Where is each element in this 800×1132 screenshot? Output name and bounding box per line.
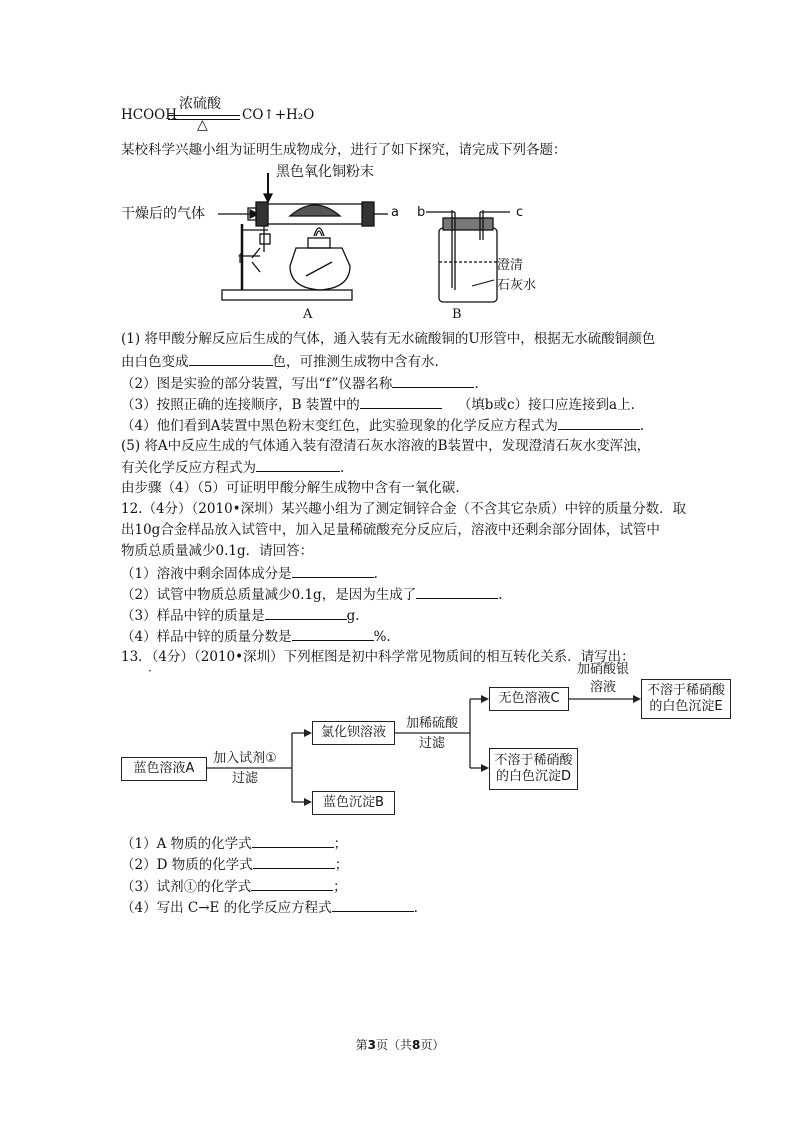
page-footer — [0, 1036, 800, 1053]
label-silver-solution: 溶液 — [589, 680, 616, 695]
q11-part2-text-b: . — [474, 376, 479, 392]
q12-sub2-text: （2）试管中物质总质量减少0.1g，是因为生成了 — [121, 587, 417, 603]
q13-sub3 — [121, 876, 347, 897]
q13-sub2 — [121, 854, 348, 875]
q11-conclusion: 由步骤（4）（5）可证明甲酸分解生成物中含有一氧化碳. — [121, 480, 460, 496]
caption-device-a: A — [303, 307, 313, 322]
q11-part3-text-a: （3）按照正确的连接顺序，B 装置中的 — [121, 397, 360, 413]
label-add-sulfuric-acid: 加稀硫酸 — [405, 716, 458, 731]
q13-sub2-end: ； — [334, 857, 349, 873]
box-blue-solution-a: 蓝色溶液A — [121, 757, 207, 781]
q13-sub4-text: （4）写出 C→E 的化学反应方程式 — [121, 900, 332, 916]
q11-part2-text-a: （2）图是实验的部分装置，写出“f”仪器名称 — [121, 376, 393, 392]
q12-sub3-text: （3）样品中锌的质量是 — [121, 608, 265, 624]
q11-part5-line1: (5) 将A中反应生成的气体通入装有澄清石灰水溶液的B装置中，发现澄清石灰水变浑浊， — [121, 438, 651, 454]
label-instrument-f: f — [238, 252, 243, 267]
equation-condition: △ — [197, 117, 208, 133]
q13-sub3-text: （3）试剂①的化学式 — [121, 879, 252, 895]
label-port-b: b — [417, 205, 426, 220]
label-port-a: a — [391, 205, 399, 220]
q12-sub1-end: . — [373, 566, 378, 582]
box-white-precipitate-d — [489, 748, 578, 790]
label-limewater-1: 澄清 — [497, 258, 524, 273]
q13-sub2-blank[interactable] — [253, 854, 335, 869]
label-add-reagent: 加入试剂① — [213, 751, 277, 766]
box-e-line1: 不溶于稀硝酸 — [646, 683, 725, 698]
q12-sub3-end: g. — [346, 608, 360, 624]
equation-left: HCOOH — [121, 107, 178, 123]
q13-sub2-text: （2）D 物质的化学式 — [121, 857, 253, 873]
label-limewater-2: 石灰水 — [497, 278, 537, 293]
q12-sub4-text: （4）样品中锌的质量分数是 — [121, 629, 292, 645]
label-copper-oxide: 黑色氧化铜粉末 — [276, 164, 374, 180]
q13-stem: 13．（4分）（2010•深圳）下列框图是初中科学常见物质间的相互转化关系．请写出： — [121, 649, 635, 665]
label-port-c: c — [516, 205, 524, 220]
caption-device-b: B — [452, 307, 462, 322]
box-barium-chloride: 氯化钡溶液 — [312, 721, 395, 745]
box-d-line2: 的白色沉淀D — [495, 769, 571, 784]
label-filter-1: 过滤 — [231, 771, 258, 786]
q11-part1-text-b: 色，可推测生成物中含有水. — [272, 354, 439, 370]
q12-stem-line3: 物质总质量减少0.1g．请回答： — [121, 543, 314, 559]
q13-sub1 — [121, 833, 347, 854]
q13-sub1-blank[interactable] — [252, 833, 334, 848]
q12-stem-line2: 出10g合金样品放入试管中，加入足量稀硫酸充分反应后，溶液中还剩余部分固体，试管中 — [121, 522, 660, 538]
box-e-line2: 的白色沉淀E — [649, 699, 723, 714]
q11-part5-text-b: . — [340, 460, 345, 476]
q12-sub2-end: . — [498, 587, 503, 603]
q13-sub4 — [121, 897, 418, 918]
q13-sub3-blank[interactable] — [251, 876, 333, 891]
q11-part5-text-a: 有关化学反应方程式为 — [121, 460, 256, 476]
stray-dot: · — [148, 664, 152, 678]
footer-mid: 页（共 — [375, 1038, 412, 1052]
q12-sub4-end: %. — [373, 629, 391, 645]
equation-right: CO↑+H₂O — [242, 107, 315, 123]
box-d-line1: 不溶于稀硝酸 — [494, 753, 573, 768]
q13-sub3-end: ； — [333, 879, 347, 895]
box-blue-precipitate-b: 蓝色沉淀B — [312, 791, 395, 815]
q11-part3-text-b: （填b或c）接口应连接到a上. — [457, 397, 635, 413]
footer-suffix: 页） — [420, 1038, 445, 1052]
equation-catalyst: 浓硫酸 — [179, 96, 221, 112]
q12-sub1-text: （1）溶液中剩余固体成分是 — [121, 566, 292, 582]
label-filter-2: 过滤 — [418, 736, 445, 751]
q13-sub4-blank[interactable] — [332, 897, 414, 912]
label-add-silver-nitrate: 加硝酸银 — [576, 662, 629, 677]
q11-part1-text-a: 由白色变成 — [121, 354, 189, 370]
q13-sub1-text: （1）A 物质的化学式 — [121, 836, 252, 852]
q13-sub4-end: . — [413, 900, 418, 916]
intro-text: 某校科学兴趣小组为证明生成物成分，进行了如下探究，请完成下列各题： — [121, 142, 567, 158]
q13-sub1-end: ； — [333, 836, 348, 852]
q11-part1-line1: (1) 将甲酸分解反应后生成的气体，通入装有无水硫酸铜的U形管中，根据无水硫酸铜颜色 — [121, 331, 656, 347]
footer-total-pages: 8 — [412, 1038, 421, 1052]
footer-prefix: 第 — [355, 1038, 368, 1052]
box-white-precipitate-e — [641, 679, 731, 719]
box-colorless-solution-c: 无色溶液C — [489, 687, 569, 711]
q11-part4-text-b: . — [639, 418, 645, 434]
q12-stem-line1: 12.（4分）（2010•深圳）某兴趣小组为了测定铜锌合金（不含其它杂质）中锌的质量分数．取 — [121, 501, 687, 517]
footer-page-number: 3 — [367, 1038, 376, 1052]
label-dry-gas: 干燥后的气体 — [121, 206, 205, 222]
q11-part4-text-a: （4）他们看到A装置中黑色粉末变红色，此实验现象的化学反应方程式为 — [121, 418, 558, 434]
